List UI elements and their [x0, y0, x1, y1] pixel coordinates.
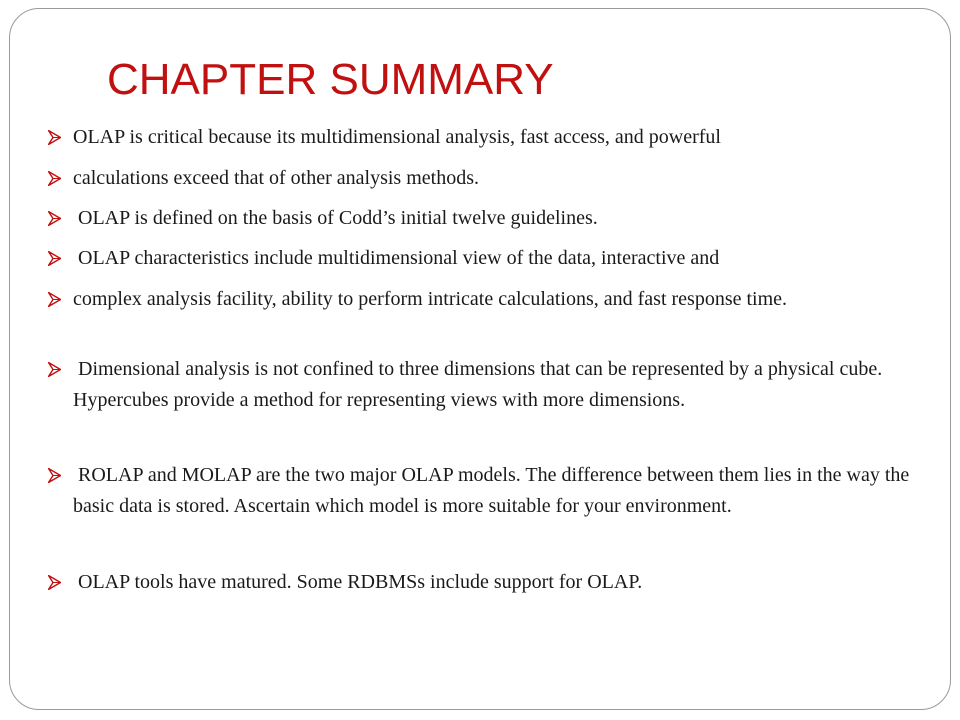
- arrowhead-bullet-icon: [48, 130, 61, 145]
- slide-title: CHAPTER SUMMARY: [107, 55, 554, 104]
- arrowhead-bullet-icon: [48, 211, 61, 226]
- arrowhead-bullet-icon: [48, 468, 61, 483]
- bullet-text: ROLAP and MOLAP are the two major OLAP models. The difference between them lies in the way the basic data is stored. Ascertain which model is more suitable for your environment.: [73, 464, 915, 517]
- bullet-text: OLAP is critical because its multidimensional analysis, fast access, and powerful: [73, 126, 721, 148]
- bullet-text: OLAP tools have matured. Some RDBMSs include support for OLAP.: [73, 571, 643, 593]
- bullet-item: [48, 203, 928, 234]
- bullet-text: OLAP characteristics include multidimensional view of the data, interactive and: [73, 247, 720, 269]
- bullet-item: [48, 354, 928, 416]
- bullet-text: OLAP is defined on the basis of Codd’s initial twelve guidelines.: [73, 207, 598, 229]
- arrowhead-bullet-icon: [48, 292, 61, 307]
- bullet-item: [48, 243, 928, 274]
- bullet-item: [48, 567, 928, 598]
- bullet-item: [48, 163, 928, 194]
- arrowhead-bullet-icon: [48, 575, 61, 590]
- arrowhead-bullet-icon: [48, 171, 61, 186]
- arrowhead-bullet-icon: [48, 362, 61, 377]
- bullet-item: [48, 460, 928, 522]
- arrowhead-bullet-icon: [48, 251, 61, 266]
- bullet-text: calculations exceed that of other analysis methods.: [73, 167, 479, 189]
- bullet-text: complex analysis facility, ability to perform intricate calculations, and fast response time.: [73, 288, 788, 310]
- bullet-text: Dimensional analysis is not confined to three dimensions that can be represented by a physical cube. Hypercubes provide a method for representing views with more dimensions.: [73, 358, 888, 411]
- bullet-item: [48, 284, 928, 315]
- bullet-item: [48, 122, 928, 153]
